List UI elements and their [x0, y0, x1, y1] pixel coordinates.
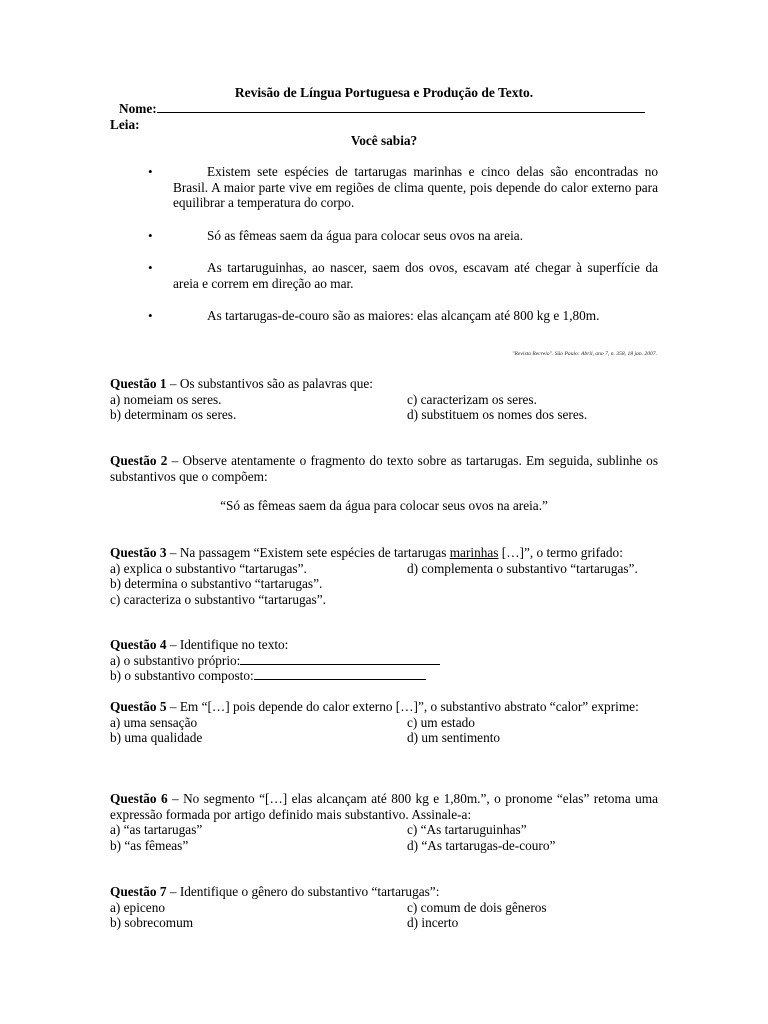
bullet-text: As tartaruguinhas, ao nascer, saem dos ovos, escavam até chegar à superfície da areia e correm em direção ao mar.	[173, 260, 658, 291]
question-stem	[110, 699, 658, 715]
option-c[interactable]: c) caracterizam os seres.	[407, 391, 537, 407]
options	[110, 392, 658, 423]
item-b-label: b) o substantivo composto:	[110, 668, 254, 683]
question-stem	[110, 545, 658, 561]
option-d[interactable]: d) “As tartarugas-de-couro”	[407, 837, 556, 853]
page-title: Revisão de Língua Portuguesa e Produção de Texto.	[234, 85, 534, 100]
question-1	[110, 376, 658, 423]
option-row	[110, 900, 658, 916]
options	[110, 715, 658, 746]
question-label: Questão 1	[110, 376, 167, 391]
question-label: Questão 5	[110, 699, 167, 714]
bullet-icon: •	[148, 308, 153, 323]
bullet-icon: •	[148, 228, 153, 243]
options	[110, 900, 658, 931]
options	[110, 822, 658, 853]
question-text: – Na passagem “Existem sete espécies de tartarugas	[166, 545, 450, 560]
option-row	[110, 822, 658, 838]
question-6	[110, 791, 658, 853]
question-stem	[110, 884, 658, 900]
option-a[interactable]: a) “as tartarugas”	[110, 822, 203, 837]
option-c[interactable]: c) um estado	[407, 714, 475, 730]
bullet-icon: •	[148, 164, 153, 179]
question-label: Questão 4	[110, 637, 167, 652]
option-a[interactable]: a) explica o substantivo “tartarugas”.	[110, 560, 307, 576]
option-row	[110, 407, 658, 423]
bullet-text: As tartarugas-de-couro são as maiores: elas alcançam até 800 kg e 1,80m.	[207, 308, 600, 323]
quoted-fragment: “Só as fêmeas saem da água para colocar seus ovos na areia.”	[220, 498, 548, 513]
question-text: – Os substantivos são as palavras que:	[166, 376, 373, 391]
item-a-label: a) o substantivo próprio:	[110, 652, 241, 668]
bullet-icon: •	[148, 260, 153, 275]
option-d[interactable]: d) complementa o substantivo “tartarugas”.	[407, 560, 638, 576]
question-stem	[110, 376, 658, 392]
question-stem	[110, 791, 658, 822]
option-d[interactable]: d) incerto	[407, 915, 459, 930]
item-b	[110, 668, 658, 684]
option-d[interactable]: d) substituem os nomes dos seres.	[407, 407, 588, 422]
question-7	[110, 884, 658, 931]
answer-blank-b[interactable]	[254, 668, 426, 680]
question-label: Questão 6	[110, 791, 168, 806]
question-label: Questão 2	[110, 453, 168, 468]
options	[110, 561, 658, 608]
option-a[interactable]: a) uma sensação	[110, 714, 198, 730]
option-a[interactable]: a) epiceno	[110, 899, 165, 915]
option-b[interactable]: b) “as fêmeas”	[110, 837, 189, 853]
question-stem	[110, 637, 658, 653]
question-text-end: […]”, o termo grifado:	[498, 545, 623, 560]
option-c[interactable]: c) “As tartaruguinhas”	[407, 822, 527, 837]
name-label: Nome:	[119, 101, 157, 116]
question-text: – Em “[…] pois depende do calor externo […]”, o substantivo abstrato “calor” exprime:	[166, 699, 639, 714]
option-row	[110, 392, 658, 408]
option-b[interactable]: b) uma qualidade	[110, 730, 203, 745]
underlined-term: marinhas	[449, 545, 499, 560]
name-blank-line[interactable]	[157, 101, 645, 113]
question-stem	[110, 453, 658, 484]
question-5	[110, 699, 658, 746]
option-b[interactable]: b) sobrecomum	[110, 915, 194, 930]
name-row	[119, 101, 645, 117]
question-2	[110, 453, 658, 514]
bullet-text: Só as fêmeas saem da água para colocar seus ovos na areia.	[207, 228, 524, 243]
question-text: – Identifique no texto:	[166, 637, 289, 652]
question-text: – Identifique o gênero do substantivo “tartarugas”:	[166, 884, 440, 899]
option-d[interactable]: d) um sentimento	[407, 730, 501, 745]
text-subtitle: Você sabia?	[350, 133, 418, 148]
option-row	[110, 561, 658, 577]
option-row	[110, 838, 658, 854]
answer-blank-a[interactable]	[240, 653, 440, 665]
question-4	[110, 637, 658, 684]
option-c[interactable]: c) caracteriza o substantivo “tartarugas”.	[110, 591, 326, 607]
bullet-text: Existem sete espécies de tartarugas marinhas e cinco delas são encontradas no Brasil. A maior parte vive em regiões de clima quente, pois depende do calor externo para equilibrar a temperatura do corpo.	[173, 164, 658, 210]
option-row	[110, 915, 658, 931]
option-a[interactable]: a) nomeiam os seres.	[110, 391, 222, 407]
source-citation: "Revista Recreio". São Paulo: Abril, ano 7, n. 358, 18 jan. 2007.	[512, 351, 657, 357]
option-c[interactable]: c) comum de dois gêneros	[407, 899, 547, 915]
option-b[interactable]: b) determinam os seres.	[110, 407, 237, 422]
question-text: – No segmento “[…] elas alcançam até 800 kg e 1,80m.”, o pronome “elas” retoma uma expressão formada por artigo definido mais substantivo. Assinale-a:	[110, 791, 658, 822]
question-label: Questão 3	[110, 545, 167, 560]
item-a	[110, 653, 658, 669]
read-label: Leia:	[110, 117, 140, 132]
option-row	[110, 730, 658, 746]
question-3	[110, 545, 658, 607]
question-label: Questão 7	[110, 884, 167, 899]
option-b[interactable]: b) determina o substantivo “tartarugas”.	[110, 576, 323, 591]
question-text: – Observe atentamente o fragmento do texto sobre as tartarugas. Em seguida, sublinhe os substantivos que o compõem:	[110, 453, 659, 484]
option-row	[110, 715, 658, 731]
